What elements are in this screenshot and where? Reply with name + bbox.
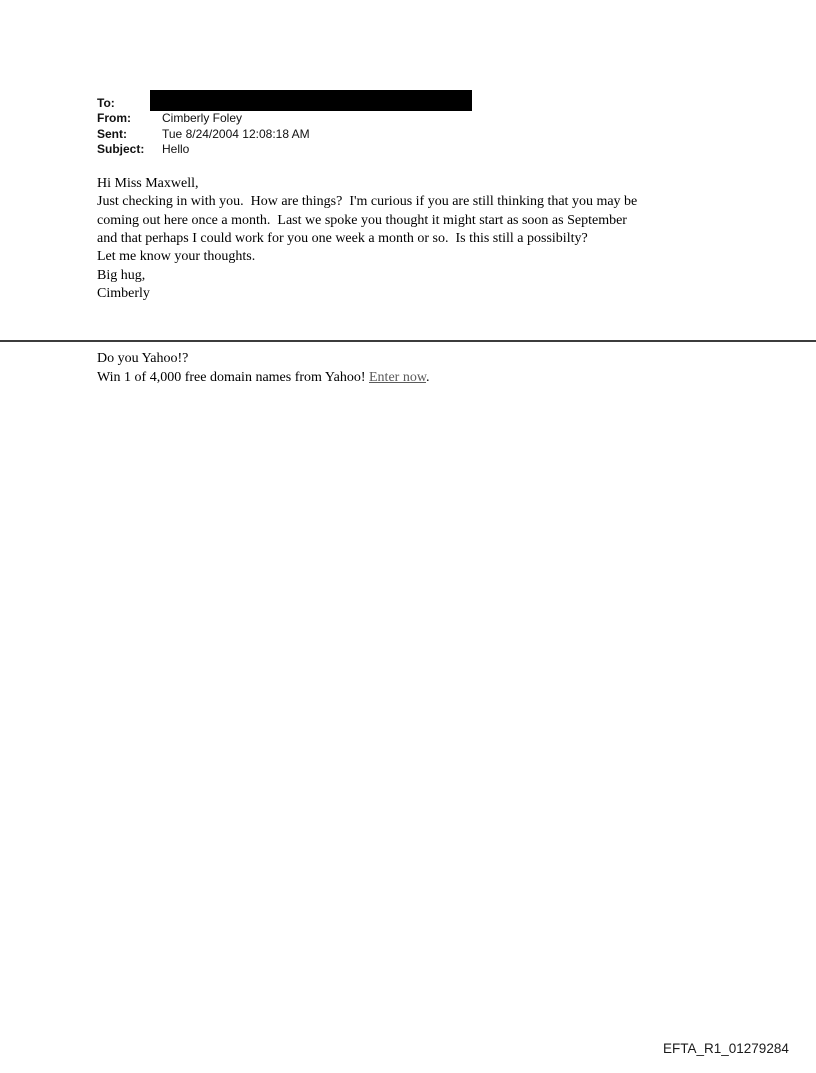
- email-body-line: Hi Miss Maxwell,: [97, 176, 199, 191]
- bates-number: EFTA_R1_01279284: [663, 1041, 789, 1056]
- subject-label: Subject:: [97, 141, 145, 156]
- subject-value: Hello: [162, 141, 190, 156]
- enter-now-link[interactable]: Enter now: [369, 370, 427, 386]
- email-body-line: coming out here once a month. Last we spoke you thought it might start as soon as September: [97, 212, 627, 228]
- sent-value: Tue 8/24/2004 12:08:18 AM: [162, 126, 310, 141]
- header-row-sent: [97, 127, 310, 142]
- email-body-line: Big hug,: [97, 267, 146, 283]
- email-body-line: Just checking in with you. How are things? I'm curious if you are still thinking that you may be: [97, 194, 638, 210]
- email-body-line: Cimberly: [97, 286, 150, 302]
- from-label: From:: [97, 111, 131, 126]
- yahoo-signature: [97, 349, 430, 388]
- promo-text: Win 1 of 4,000 free domain names from Yahoo!: [97, 370, 369, 386]
- from-value: Cimberly Foley: [162, 111, 243, 126]
- email-body-line: and that perhaps I could work for you one week a month or so. Is this still a possibilty?: [97, 231, 588, 247]
- email-header: [97, 96, 310, 157]
- header-row-subject: [97, 142, 310, 157]
- divider-rule: [0, 340, 816, 342]
- to-label: To:: [97, 96, 115, 110]
- email-body: [97, 175, 737, 303]
- promo-suffix: .: [426, 370, 430, 386]
- header-row-to: [97, 96, 310, 111]
- yahoo-promo-line: [97, 368, 430, 387]
- header-row-from: [97, 111, 310, 126]
- sent-label: Sent:: [97, 126, 127, 141]
- email-body-line: Let me know your thoughts.: [97, 249, 256, 265]
- yahoo-tagline: Do you Yahoo!?: [97, 351, 189, 366]
